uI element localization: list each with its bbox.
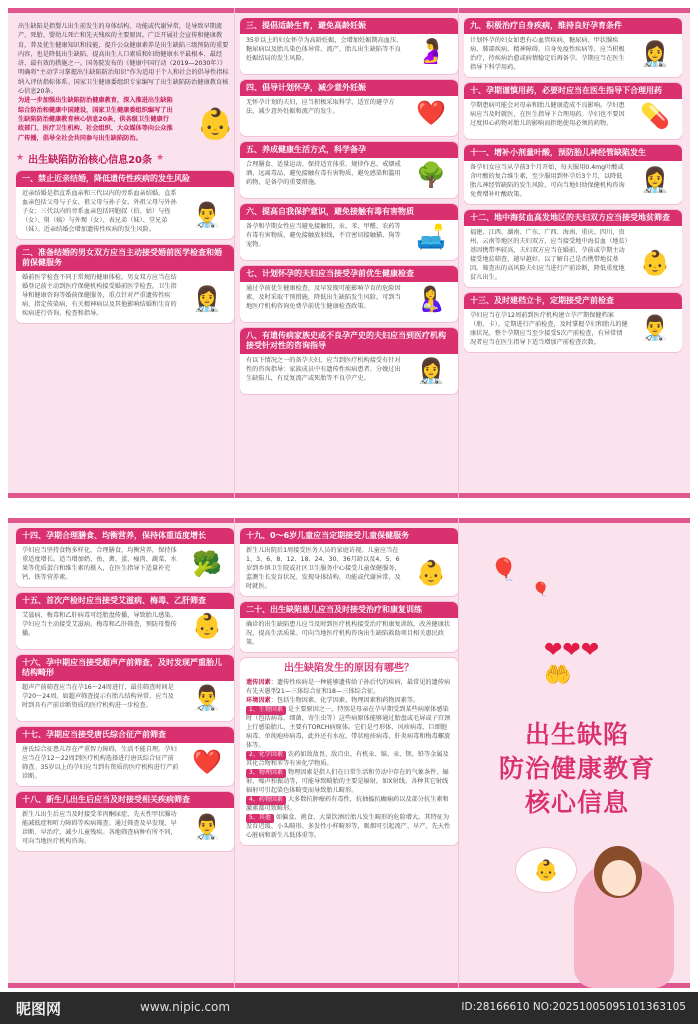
card-body: 通过孕前优生健康检查，及早发现可能影响孕育的危险因素，及时采取干预措施，降低出生缺陷发生风险。可到当地医疗机构咨询免费孕前优生健康检查政策。 🤱 [240,282,458,322]
thought-bubble-baby-icon: 👶 [516,848,576,892]
site-logo: 昵图网 [16,1000,62,1018]
causes-item: 5、其他 如偏食、挑食、大量饮酒后胎儿发生畸形的危险增大。其特征为发育迟缓、小头畸形、多发性小样畸形等，吸烟可引起流产、早产、先天性心脏病和新生儿低体重等。 [246,814,451,840]
causes-title: 出生缺陷发生的原因有哪些？ [284,662,414,674]
card-body: 孕妇应当坚持食物多样化，合理膳食，均衡营养，保持体重适度增长。适当增加奶、鱼、禽、蛋、瘦肉、蔬菜、水果等优质蛋白和维生素的摄入，在医生指导下适量补充钙、铁等营养素。 🥦 [16,544,234,587]
card-body: 有以下情况之一的备孕夫妇，应当到医疗机构接受有针对性的咨询指导：家族成员中有遗传性疾病患者、分娩过出生缺陷儿，有反复流产或死胎等不良孕产史。 👩‍⚕️ [240,354,458,394]
card-body: 超声产前筛查应当在孕16～24周进行，最佳筛查时间是孕20～24周。如超声筛查提示有胎儿结构异常，应当及时到具有产前诊断资质的医疗机构进一步检查。 👨‍⚕️ [16,681,234,721]
fold-line [458,518,459,988]
vegetables-icon: 🥦 [192,549,222,578]
card-body: 艾滋病、梅毒和乙肝病毒可经胎盘传播，导致胎儿感染。孕妇应当主动接受艾滋病、梅毒和乙肝筛查，预防母婴传播。 👶 [16,609,234,649]
baby-icon: 👶 [416,558,446,587]
card-title: 六、提高自我保护意识，避免接触有毒有害物质 [240,204,458,220]
card-body: 计划怀孕的妇女如患有心血管疾病、糖尿病、甲状腺疾病、肺部疾病、精神障碍、自身免疫性疾病等，应当积极治疗，待疾病治愈或病情稳定后再备孕。孕期应当在医生指导下科学用药。 👩‍⚕️ [464,34,682,77]
card-title: 五、养成健康生活方式，科学备孕 [240,142,458,158]
card-title: 十七、孕期应当接受唐氏综合征产前筛查 [16,727,234,743]
cover-title-line: 出生缺陷 [524,720,629,749]
card-title: 八、有遗传病家族史或不良孕产史的夫妇应当到医疗机构接受针对性的咨询指导 [240,328,458,354]
card-body: 新生儿出院后1周接受医务人员的家庭访视。儿童应当在1、3、6、8、12、18、24、30、36月龄以及4、5、6岁到乡镇卫生院或社区卫生服务中心接受儿童保健服务，监测生长发育状况。发现身体结构、功能或代谢异常，及时就医。 👶 [240,544,458,596]
info-card [240,142,458,198]
card-title: 七、计划怀孕的夫妇应当接受孕前优生健康检查 [240,266,458,282]
balloon-icon: 🎈 [532,582,550,598]
info-card [240,528,458,596]
causes-environment: 环境因素：包括生物因素、化学因素、物理因素和药物因素等。 [246,697,420,705]
info-card [240,602,458,652]
section-heading: ★ 出生缺陷防治核心信息20条 ★ [16,153,165,166]
info-card [240,266,458,322]
info-card [240,80,458,136]
star-icon: ★ [156,153,165,164]
pregnant-icon: 🤰 [416,36,446,65]
card-title: 四、倡导计划怀孕，减少意外妊娠 [240,80,458,96]
doctor-icon: 👩‍⚕️ [640,39,670,68]
watermark-footer [0,992,698,1024]
card-body: 福建、江西、湖南、广东、广西、海南、重庆、四川、贵州、云南等地区的夫妇双方，应当接受地中海贫血（地贫）基因携带率较高，夫妇双方应当在婚前、孕前或孕期主动接受地贫筛查，越早越好，以了解自己是否携带地贫基因。筛查出的高风险夫妇应当进行产前诊断，降低重度地贫儿出生。 👶 [464,226,682,287]
card-title: 十三、及时建档立卡，定期接受产前检查 [464,293,682,309]
baby-icon: 👶 [196,106,234,142]
info-card [16,528,234,587]
fetus-icon: 🤱 [416,284,446,313]
balloon-icon: 🎈 [490,558,518,583]
card-body: 备孕和孕期女性应当避免接触铅、汞、苯、甲醛、农药等有毒有害物质，避免接触放射线，不宜密切接触猫、狗等宠物。 🛋️ [240,220,458,260]
star-icon: ★ [16,153,25,164]
card-body: 35岁以上的妇女怀孕为高龄妊娠，会增加妊娠期高血压、糖尿病以及胎儿染色体异常、流产、胎儿出生缺陷等不良妊娠结局的发生风险。 🤰 [240,34,458,74]
card-title: 十四、孕期合理膳食、均衡营养，保持体重适度增长 [16,528,234,544]
card-title: 三、提倡适龄生育，避免高龄妊娠 [240,18,458,34]
card-body: 确诊的出生缺陷患儿应当及时到医疗机构接受治疗和康复训练，改善健康状况，提高生活质量。可向当地医疗机构咨询出生缺陷救助项目相关惠民政策。 [246,620,451,646]
card-title: 十六、孕中期应当接受超声产前筛查，及时发现严重胎儿结构畸形 [16,655,234,681]
first-aid-heart-icon: ❤️ [416,98,446,127]
causes-box [240,658,458,845]
heart-tree-icon: 🌳 [416,160,446,189]
baby-crawl-icon: 👶 [640,249,670,278]
info-card [240,328,458,394]
fold-line [234,518,235,988]
card-title: 九、积极治疗自身疾病，维持良好孕育条件 [464,18,682,34]
card-title: 十五、首次产检时应当接受艾滋病、梅毒、乙肝筛查 [16,593,234,609]
info-card [240,204,458,260]
baby-icon: 👶 [192,611,222,640]
nurse-icon: 👩‍⚕️ [192,285,222,314]
card-title: 二、准备结婚的男女双方应当主动接受婚前医学检查和婚前保健服务 [16,245,234,271]
card-title: 十八、新生儿出生后应当及时接受相关疾病筛查 [16,792,234,808]
info-card [464,145,682,204]
card-body: 备孕妇女应当从孕前3个月开始，每天服用0.4mg叶酸或含叶酸的复合维生素，至少服用到怀孕后3个月，以降低胎儿神经管缺陷的发生风险。可向当地妇幼保健机构咨询免费增补叶酸政策。 👩‍⚕️ [464,161,682,204]
top-pink-strip [8,8,690,13]
info-card [464,83,682,139]
cover-title-line: 防治健康教育 [498,753,655,783]
nurse-icon: 👩‍⚕️ [416,356,446,385]
image-id: ID:28166610 NO:20251005095101363105 [461,1001,686,1013]
cover-panel [464,518,690,988]
card-title: 十、孕期谨慎用药，必要时应当在医生指导下合理用药 [464,83,682,99]
brochure-outside-sheet [8,518,690,988]
fold-line [234,8,235,498]
cover-title-line: 核心信息 [524,787,629,817]
hand-heart-icon: ❤️ [192,748,222,777]
info-card [16,593,234,649]
card-body: 无怀孕计划的夫妇，应当积极采取科学、适宜的避孕方法，减少意外妊娠和流产的发生。 ❤️ [240,96,458,136]
card-title: 一、禁止近亲结婚，降低遗传性疾病的发生风险 [16,171,234,187]
site-url: www.nipic.com [140,1000,231,1014]
causes-genetic: 遗传因素：遗传性疾病是一种能够遗传给子孙后代的疾病，最常见的遗传病有先天愚型21—三体综合征和18—三体综合征。 [246,679,451,696]
info-card [240,18,458,74]
intro-text [16,18,234,147]
card-body: 合理膳食、适量运动、保持适宜体重、规律作息、戒烟戒酒、远离毒品、避免接触有毒有害物质、避免感染和滥用药物，是备孕的重要措施。 🌳 [240,158,458,198]
info-card [464,210,682,287]
brochure-inside-sheet [8,8,690,498]
cover-title [464,718,690,819]
causes-item: 1、生物因素 是主要原因之一，特别是母亲在孕早期受到某些病原体感染时（包括病毒、细菌、寄生虫等）这些病原体能够通过胎盘或毛屏或子宫颈上行感染胎儿，主要有TORCH病原体。它们是弓形体、风疹病毒、巨细胞病毒、单纯疱疹病毒，此外还有水痘、带状疱疹病毒，肝炎病毒和梅毒螺旋体等。 [246,706,451,750]
card-title: 十一、增补小剂量叶酸，预防胎儿神经管缺陷发生 [464,145,682,161]
info-card [16,655,234,721]
nurse-icon: 👩‍⚕️ [640,166,670,195]
intro-paragraph: 为进一步加强出生缺陷防治健康教育，深入推进出生缺陷综合防治和健康中国建设，国家卫生健康委组织编写了出生缺陷防治健康教育核心信息20条，供各级卫生健康行政部门、医疗卫生机构、社会组织、大众媒体等向公众推广传播，倡导全社会共同参与出生缺陷防治。 [18,97,173,142]
card-body: 唐氏综合征患儿存在严重智力障碍，生活不能自理。孕妇应当在孕12～22周到医疗机构选择进行唐氏综合征产前筛查。35岁以上的孕妇应当到有资质的医疗机构进行产前诊断。 ❤️ [16,743,234,786]
causes-item: 2、化学因素 农药如敌敌畏、敌百虫、有机汞、镉、汞、钡、铅等金属及其化合物和苯等有害化学物质。 [246,751,449,768]
panel-intro [16,18,234,488]
card-title: 二十、出生缺陷患儿应当及时接受治疗和康复训练 [240,602,458,618]
fold-line [458,8,459,498]
panel-back-middle [240,528,458,978]
info-card [464,293,682,352]
hearts-in-hands-icon: ❤❤❤ 🤲 [544,638,600,688]
doctor-icon: 👨‍⚕️ [192,683,222,712]
causes-item: 4、药物因素 大多数抗肿瘤药有毒性，抗抽搐抗癫痫药以及部分抗生素和激素都可致畸形。 [246,796,449,813]
info-card [16,245,234,323]
intro-paragraph: 出生缺陷是指婴儿出生前发生的身体结构、功能或代谢异常，是导致早期流产、死胎、婴幼儿死亡和先天残疾的主要原因。广泛开展社会宣传和健康教育，普及优生健康知识和技能，提升公众健康素养是出生缺陷三级预防的重要内容，也是降低出生缺陷、提高出生人口素质和妇幼健康水平最根本、最经济、最有效的措施之一。国务院发布的《健康中国行动（2019—2030年）》明确将“主动学习掌握出生缺陷防治知识”作为适用于个人和社会的倡导性指标纳入评估指标体系。国家卫生健康委组织专家编写了出生缺陷防治健康教育核心信息20条。 [18,23,229,96]
info-card [464,18,682,77]
card-body: 近亲结婚是指直系血亲和三代以内的旁系血亲结婚。直系血亲包括父母与子女、祖父母与孙子女、外祖父母与外孙子女；三代以内的旁系血亲包括同胞叔（伯、姑）与侄（女）、舅（姨）与外甥（女）、表兄弟（妹）、堂兄弟（妹）。近亲结婚会增加遗传性疾病的发生风险。 👨‍⚕️ [16,187,234,239]
card-body: 新生儿出生后应当及时接受苯丙酮尿症、先天性甲状腺功能减低症和听力障碍等疾病筛查。通过筛查及早发现、早诊断、早治疗，减少儿童残疾。各地筛查病种有所不同，可向当地医疗机构咨询。 👨‍⚕️ [16,808,234,851]
bottom-pink-strip [8,493,690,498]
card-body: 孕妇应当在孕12周前到医疗机构建立孕产期保健档案（册、卡），定期进行产前检查，及时掌握孕妇和胎儿的健康状况。整个孕期应当至少接受5次产前检查，有异常情况者应当在医生指导下适当增加产前检查次数。 👨‍⚕️ [464,309,682,352]
card-body: 婚前医学检查不同于常规的健康体检。男女双方应当在结婚登记前主动到医疗保健机构接受婚前医学检查，卫生指导和健康咨询等婚前保健服务，重点针对严重遗传性疾病、指定传染病、有关精神病以及其他影响结婚和生育的疾病进行咨询、检查和指导。 👩‍⚕️ [16,271,234,323]
panel-right [464,18,682,488]
panel-back-left [16,528,234,978]
info-card [16,792,234,851]
pills-icon: 💊 [640,101,670,130]
pregnant-rest-icon: 🛋️ [416,222,446,251]
doctor-icon: 👨‍⚕️ [192,813,222,842]
doctor-icon: 👨‍⚕️ [640,314,670,343]
card-title: 十九、0～6岁儿童应当定期接受儿童保健服务 [240,528,458,544]
causes-item: 3、物理因素 物理因素是指人们在日常生活和劳动中存在的气象条件、辐射、噪声和振动等，可能导致畸胎的主要是辐射，如X射线。各种其它射线辐射可引起染色体畸变而导致胎儿畸形。 [246,769,449,795]
mother-face [602,860,636,896]
info-card [16,171,234,239]
info-card [16,727,234,786]
pregnant-mother-illustration [534,838,684,988]
panel-middle [240,18,458,488]
card-title: 十二、地中海贫血高发地区的夫妇双方应当接受地贫筛查 [464,210,682,226]
card-body: 孕期患病可能会对母亲和胎儿健康造成不良影响。孕妇患病应当及时就医，在医生指导下合理用药。孕妇也不要因过度担心药物对胎儿的影响而拒绝使用必须的药物。 💊 [464,99,682,139]
doctor-icon: 👨‍⚕️ [192,201,222,230]
